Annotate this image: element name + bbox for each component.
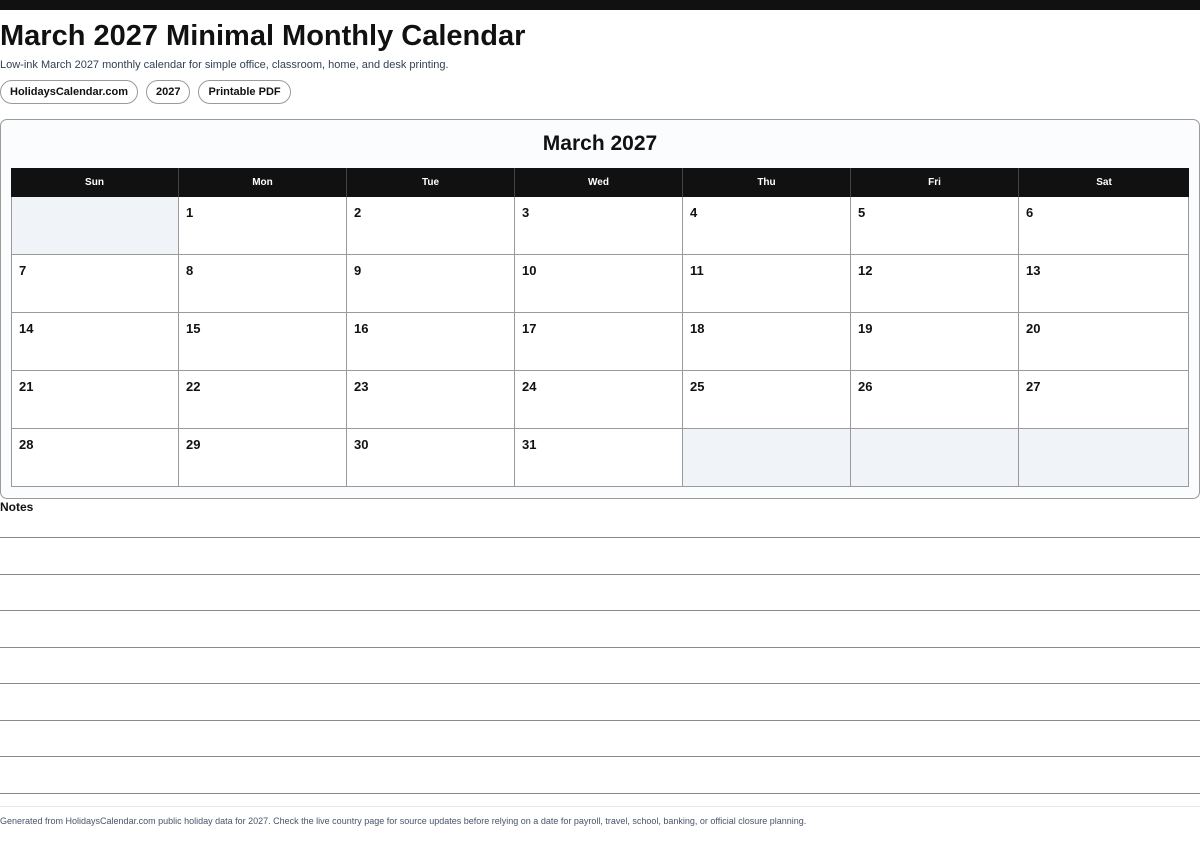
footer-note: Generated from HolidaysCalendar.com public holiday data for 2027. Check the live country page for source updates before relying on a date for payroll, travel, school, banking, or official closure planning. (0, 816, 807, 826)
calendar-grid (11, 168, 1189, 487)
week-row (11, 197, 1189, 255)
notes-line (0, 647, 1200, 648)
week-row (11, 255, 1189, 313)
chip-row (0, 80, 291, 104)
chip-printable-pdf[interactable]: Printable PDF (198, 80, 290, 104)
day-cell: 25 (683, 371, 851, 429)
week-row (11, 371, 1189, 429)
week-row (11, 429, 1189, 487)
day-cell: 12 (851, 255, 1019, 313)
weekday-header-row (11, 168, 1189, 197)
day-cell: 22 (179, 371, 347, 429)
empty-day-cell (683, 429, 851, 487)
day-cell: 3 (515, 197, 683, 255)
day-cell: 6 (1019, 197, 1189, 255)
day-cell: 14 (11, 313, 179, 371)
day-cell: 28 (11, 429, 179, 487)
day-cell: 31 (515, 429, 683, 487)
day-cell: 2 (347, 197, 515, 255)
notes-line (0, 574, 1200, 575)
notes-line (0, 720, 1200, 721)
page-title: March 2027 Minimal Monthly Calendar (0, 20, 526, 52)
day-cell: 11 (683, 255, 851, 313)
day-cell: 23 (347, 371, 515, 429)
day-cell: 30 (347, 429, 515, 487)
notes-line (0, 537, 1200, 538)
weekday-header-fri: Fri (851, 168, 1019, 197)
day-cell: 29 (179, 429, 347, 487)
notes-line (0, 683, 1200, 684)
page-subtitle: Low-ink March 2027 monthly calendar for simple office, classroom, home, and desk printing. (0, 59, 449, 71)
weekday-header-wed: Wed (515, 168, 683, 197)
notes-line (0, 756, 1200, 757)
day-cell: 15 (179, 313, 347, 371)
notes-line (0, 793, 1200, 794)
day-cell: 13 (1019, 255, 1189, 313)
notes-label: Notes (0, 500, 34, 514)
chip-year-link[interactable]: 2027 (146, 80, 190, 104)
day-cell: 24 (515, 371, 683, 429)
weekday-header-tue: Tue (347, 168, 515, 197)
day-cell: 19 (851, 313, 1019, 371)
day-cell: 27 (1019, 371, 1189, 429)
calendar-month-title: March 2027 (542, 132, 658, 155)
day-cell: 7 (11, 255, 179, 313)
day-cell: 20 (1019, 313, 1189, 371)
footer-divider (0, 806, 1200, 807)
empty-day-cell (851, 429, 1019, 487)
day-cell: 5 (851, 197, 1019, 255)
weekday-header-thu: Thu (683, 168, 851, 197)
empty-day-cell (1019, 429, 1189, 487)
day-cell: 17 (515, 313, 683, 371)
day-cell: 8 (179, 255, 347, 313)
week-row (11, 313, 1189, 371)
day-cell: 21 (11, 371, 179, 429)
weekday-header-sat: Sat (1096, 177, 1112, 188)
chip-site-link[interactable]: HolidaysCalendar.com (0, 80, 138, 104)
day-cell: 9 (347, 255, 515, 313)
day-cell: 1 (179, 197, 347, 255)
day-cell: 26 (851, 371, 1019, 429)
day-cell: 16 (347, 313, 515, 371)
day-cell: 4 (683, 197, 851, 255)
day-cell: 10 (515, 255, 683, 313)
empty-day-cell (11, 197, 179, 255)
notes-line (0, 610, 1200, 611)
weekday-header-mon: Mon (179, 168, 347, 197)
top-bar (0, 0, 1200, 10)
weekday-header-sun: Sun (11, 168, 179, 197)
day-cell: 18 (683, 313, 851, 371)
